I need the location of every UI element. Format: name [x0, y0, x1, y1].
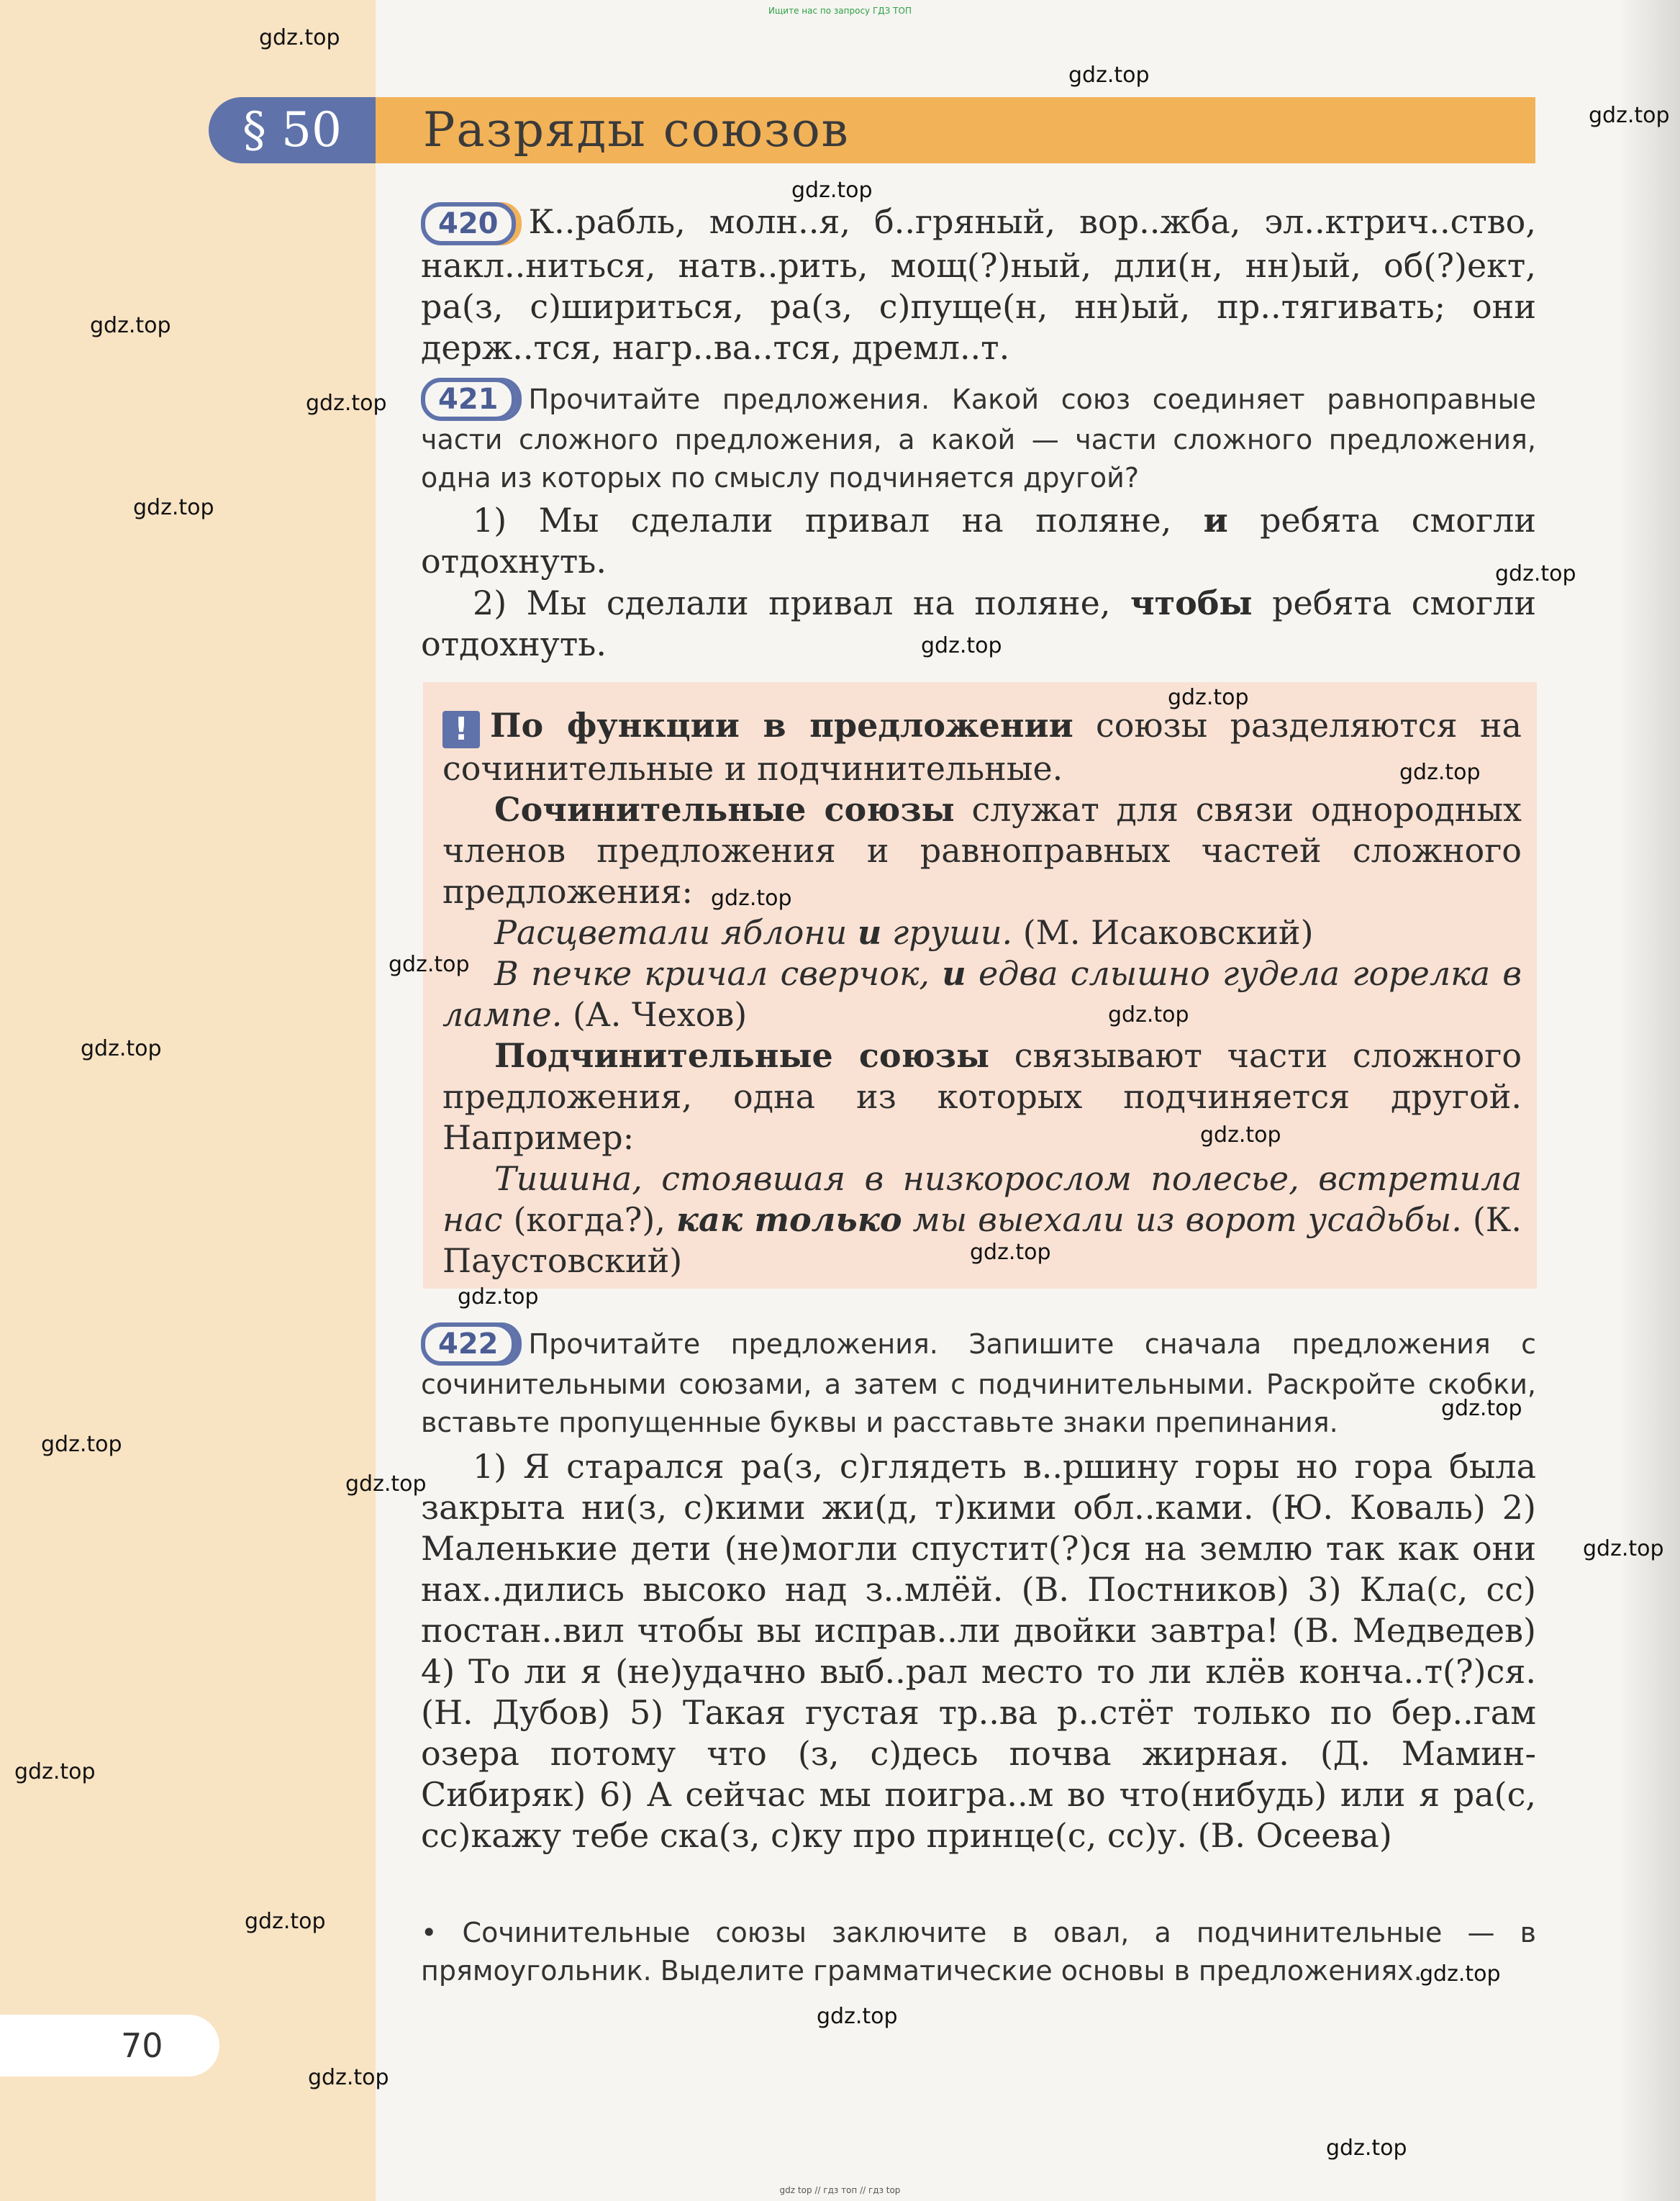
rule-term: Подчинительные союзы: [494, 1036, 990, 1075]
watermark: gdz.top: [1399, 760, 1481, 785]
watermark: gdz.top: [1108, 1002, 1189, 1027]
watermark: gdz.top: [245, 1909, 326, 1934]
exercise-number: 422: [421, 1322, 516, 1366]
example-source: (К. Паустовский): [442, 1200, 1522, 1280]
exercise-number: 420: [421, 202, 516, 245]
exercise-422-task: [421, 1322, 1536, 1442]
exercise-number: 421: [421, 378, 516, 421]
watermark: gdz.top: [817, 2004, 898, 2029]
sentence-part: ребята смогли отдохнуть.: [421, 501, 1536, 581]
watermark: gdz.top: [1168, 685, 1249, 710]
rule-text-part: связывают части сложного предложения, одна из которых подчиняется другой. Например:: [442, 1036, 1522, 1157]
conjunction: и: [857, 913, 882, 952]
exercise-421-task: [421, 378, 1536, 497]
watermark: gdz.top: [259, 25, 340, 50]
watermark: gdz.top: [970, 1240, 1051, 1265]
example-part: груши.: [891, 913, 1013, 952]
watermark: gdz.top: [1420, 1961, 1501, 1987]
watermark: gdz.top: [1583, 1536, 1664, 1561]
watermark: gdz.top: [1326, 2136, 1407, 2161]
example-part: едва слышно гудела горелка в лампе.: [442, 954, 1522, 1034]
example-part: мы выехали из ворот усадьбы.: [912, 1200, 1462, 1239]
rule-text: [442, 705, 1522, 1281]
exercise-420: [421, 201, 1536, 368]
page-number: 70: [121, 2026, 163, 2065]
sentence-part: ребята смогли отдохнуть.: [421, 584, 1536, 663]
example-part: Тишина, стоявшая в низкорослом полесье, встретила нас: [442, 1159, 1522, 1239]
watermark: gdz.top: [133, 495, 214, 520]
rule-term: Сочинительные союзы: [494, 790, 955, 829]
example-source: (А. Чехов): [572, 995, 748, 1034]
example-question: (когда?),: [513, 1200, 666, 1239]
watermark: gdz.top: [90, 313, 171, 338]
example-part: В печке кричал сверчок,: [494, 954, 930, 993]
top-banner: Ищите нас по запросу ГДЗ ТОП: [768, 6, 912, 16]
rule-paragraph-2: [442, 789, 1522, 912]
watermark: gdz.top: [1200, 1122, 1281, 1148]
rule-example-2: [442, 953, 1522, 1035]
watermark: gdz.top: [14, 1759, 96, 1784]
watermark: gdz.top: [1589, 103, 1670, 128]
left-margin-strip: [0, 0, 376, 2201]
example-source: (М. Исаковский): [1022, 913, 1314, 952]
exercise-422-note: • Сочинительные союзы заключите в овал, а подчинительные — в прямоугольник. Выделите грамматические основы в предложениях.: [421, 1917, 1536, 1987]
exercise-task: Прочитайте предложения. Какой союз соединяет равноправные части сложного предложения, а какой — части сложного предложения, одна из которых по смыслу подчиняется другой?: [421, 384, 1536, 494]
sentence-part: 1) Мы сделали привал на поляне,: [473, 501, 1172, 540]
rule-text-part: союзы разделяются на сочинительные и подчинительные.: [442, 706, 1522, 788]
section-number: § 50: [209, 97, 376, 163]
bottom-banner: gdz top // гдз топ // гдз top: [779, 2185, 901, 2195]
exercise-422-sentences: 1) Я старался ра(з, с)глядеть в..ршину горы но гора была закрыта ни(з, с)кими жи(д, т)кими обл..ками. (Ю. Коваль) 2) Маленькие дети (не)могли спустит(?)ся на землю так как они нах..дились высоко над з..млёй. (В. Постников) 3) Кла(с, сс) постан..вил чтобы вы исправ..ли двойки завтра! (В. Медведев) 4) То ли я (не)удачно выб..рал место то ли клёв конча..т(?)ся. (Н. Дубов) 5) Такая густая тр..ва р..стёт только по бер..гам озера потому что (з, с)десь почва жирная. (Д. Мамин-Сибиряк) 6) А сейчас мы поигра..м во что(нибудь) или я ра(с, сс)кажу тебе ска(з, с)ку про принце(с, сс)у. (В. Осеева): [421, 1447, 1536, 1855]
rule-paragraph-1: [442, 705, 1522, 789]
conjunction: и: [1203, 501, 1228, 540]
watermark: gdz.top: [921, 633, 1002, 658]
conjunction: чтобы: [1130, 584, 1253, 622]
watermark: gdz.top: [41, 1432, 122, 1457]
exercise-task: Прочитайте предложения. Запишите сначала предложения с сочинительными союзами, а затем с подчинительными. Раскройте скобки, вставьте пропущенные буквы и расставьте знаки препинания.: [421, 1328, 1536, 1438]
rule-paragraph-3: [442, 1035, 1522, 1158]
example-part: Расцветали яблони: [494, 913, 848, 952]
exercise-421-sentence-1: [421, 500, 1536, 582]
exercise-text: К..рабль, молн..я, б..гряный, вор..жба, эл..ктрич..ство, накл..ниться, натв..рить, мощ(?)ный, дли(н, нн)ый, об(?)ект, ра(з, с)шириться, ра(з, с)пуще(н, нн)ый, пр..тягивать; они держ..тся, нагр..ва..тся, дремл..т.: [421, 202, 1536, 367]
watermark: gdz.top: [389, 952, 470, 977]
rule-term: По функции в предложении: [490, 706, 1073, 745]
watermark: gdz.top: [345, 1471, 427, 1497]
watermark: gdz.top: [1441, 1396, 1522, 1421]
rule-text-part: служат для связи однородных членов предложения и равноправных частей сложного предложения:: [442, 790, 1522, 911]
section-title: Разряды союзов: [423, 102, 850, 158]
watermark: gdz.top: [711, 886, 792, 911]
watermark: gdz.top: [1495, 561, 1576, 586]
watermark: gdz.top: [306, 391, 387, 416]
watermark: gdz.top: [458, 1284, 539, 1310]
conjunction: как только: [676, 1200, 902, 1239]
page-number-tab: [0, 2015, 219, 2077]
rule-example-1: [442, 912, 1522, 953]
watermark: gdz.top: [791, 178, 873, 203]
conjunction: и: [942, 954, 966, 993]
page-fold-shadow: [1622, 0, 1680, 2201]
watermark: gdz.top: [308, 2065, 389, 2090]
watermark: gdz.top: [81, 1036, 162, 1061]
exclamation-icon: !: [442, 711, 480, 748]
sentence-part: 2) Мы сделали привал на поляне,: [473, 584, 1111, 622]
watermark: gdz.top: [1068, 63, 1150, 88]
